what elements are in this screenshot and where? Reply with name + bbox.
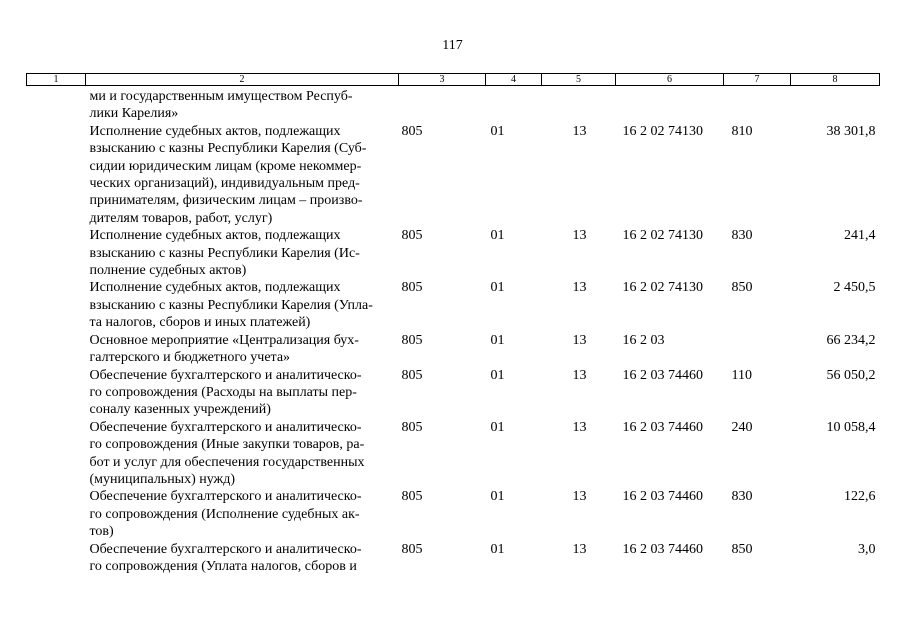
expense-name-line: Исполнение судебных актов, подлежащих — [89, 280, 341, 296]
target-article-code: 16 2 03 74460 — [622, 541, 703, 557]
budget-table — [26, 73, 880, 575]
amount-value: 10 058,4 — [826, 419, 876, 435]
page-number: 117 — [442, 38, 463, 53]
ministry-code: 805 — [401, 280, 423, 296]
expense-name-line: бот и услуг для обеспечения государственных — [89, 454, 365, 470]
subsection-code: 13 — [572, 541, 587, 557]
expense-type-code: 810 — [731, 123, 753, 139]
table-row — [27, 367, 880, 419]
amount-value: 3,0 — [858, 541, 876, 557]
row-number-cell — [27, 123, 86, 227]
subsection-code: 13 — [572, 228, 587, 244]
target-article-code: 16 2 02 74130 — [622, 228, 703, 244]
row-number-cell — [27, 332, 86, 367]
expense-type-code: 850 — [731, 280, 753, 296]
expense-type-code — [724, 332, 791, 367]
section-code: 01 — [490, 541, 505, 557]
section-code: 01 — [490, 123, 505, 139]
subsection-code: 13 — [572, 123, 587, 139]
expense-name-cell — [86, 332, 399, 367]
amount-value: 56 050,2 — [826, 367, 876, 383]
expense-name-cell — [86, 86, 399, 123]
table-row — [27, 279, 880, 331]
expense-type-code: 850 — [731, 541, 753, 557]
expense-type-code: 240 — [731, 419, 753, 435]
ministry-code: 805 — [401, 123, 423, 139]
column-number: 5 — [542, 74, 616, 86]
column-number: 3 — [399, 74, 486, 86]
subsection-code: 13 — [572, 280, 587, 296]
column-number: 2 — [86, 74, 399, 86]
expense-name-line: Исполнение судебных актов, подлежащих — [89, 123, 341, 139]
subsection-code: 13 — [572, 332, 587, 348]
row-number-cell — [27, 86, 86, 123]
section-code: 01 — [490, 228, 505, 244]
row-number-cell — [27, 227, 86, 279]
expense-name-line: соналу казенных учреждений) — [89, 402, 271, 418]
subsection-code: 13 — [572, 419, 587, 435]
expense-type-code: 110 — [731, 367, 752, 383]
target-article-code — [616, 86, 724, 123]
table-row — [27, 86, 880, 123]
expense-name-line: взысканию с казны Республики Карелия (Ис- — [89, 245, 360, 261]
expense-name-line: взысканию с казны Республики Карелия (Упла- — [89, 297, 373, 313]
amount-value: 241,4 — [844, 228, 876, 244]
table-row — [27, 227, 880, 279]
expense-name-line: Основное мероприятие «Централизация бух- — [89, 332, 359, 348]
column-number: 1 — [27, 74, 86, 86]
expense-name-line: сидии юридическим лицам (кроме некоммер- — [89, 158, 362, 174]
expense-name-line: Исполнение судебных актов, подлежащих — [89, 228, 341, 244]
table-row — [27, 332, 880, 367]
subsection-code — [542, 86, 616, 123]
row-number-cell — [27, 279, 86, 331]
expense-name-line: лики Карелия» — [89, 106, 179, 122]
expense-type-code — [724, 86, 791, 123]
target-article-code: 16 2 03 — [622, 332, 665, 348]
section-code — [486, 86, 542, 123]
row-number-cell — [27, 488, 86, 540]
amount-value: 66 234,2 — [826, 332, 876, 348]
expense-name-cell — [86, 419, 399, 489]
target-article-code: 16 2 02 74130 — [622, 123, 703, 139]
target-article-code: 16 2 03 74460 — [622, 489, 703, 505]
expense-name-cell — [86, 541, 399, 576]
section-code: 01 — [490, 489, 505, 505]
expense-name-line: дителям товаров, работ, услуг) — [89, 210, 273, 226]
subsection-code: 13 — [572, 489, 587, 505]
expense-name-cell — [86, 279, 399, 331]
expense-name-line: ческих организаций), индивидуальным пред- — [89, 176, 360, 192]
expense-name-line: (муниципальных) нужд) — [89, 471, 236, 487]
expense-name-line: принимателям, физическим лицам – произво- — [89, 193, 363, 209]
expense-name-line: тов) — [89, 524, 114, 540]
column-number: 4 — [486, 74, 542, 86]
expense-type-code: 830 — [731, 228, 753, 244]
ministry-code: 805 — [401, 419, 423, 435]
amount-value — [791, 86, 880, 123]
expense-name-line: го сопровождения (Исполнение судебных ак- — [89, 506, 360, 522]
expense-name-line: взысканию с казны Республики Карелия (Суб- — [89, 141, 367, 157]
section-code: 01 — [490, 280, 505, 296]
column-number: 8 — [791, 74, 880, 86]
ministry-code: 805 — [401, 228, 423, 244]
row-number-cell — [27, 419, 86, 489]
amount-value: 122,6 — [844, 489, 876, 505]
table-row — [27, 123, 880, 227]
expense-name-line: Обеспечение бухгалтерского и аналитическо- — [89, 419, 362, 435]
amount-value: 2 450,5 — [833, 280, 876, 296]
target-article-code: 16 2 03 74460 — [622, 367, 703, 383]
table-row — [27, 541, 880, 576]
expense-name-line: го сопровождения (Уплата налогов, сборов и — [89, 558, 357, 574]
expense-name-line: полнение судебных актов) — [89, 263, 247, 279]
expense-name-cell — [86, 123, 399, 227]
ministry-code — [399, 86, 486, 123]
expense-name-line: го сопровождения (Иные закупки товаров, ра- — [89, 437, 365, 453]
expense-name-line: Обеспечение бухгалтерского и аналитическо- — [89, 367, 362, 383]
row-number-cell — [27, 541, 86, 576]
ministry-code: 805 — [401, 489, 423, 505]
ministry-code: 805 — [401, 332, 423, 348]
ministry-code: 805 — [401, 367, 423, 383]
section-code: 01 — [490, 332, 505, 348]
target-article-code: 16 2 03 74460 — [622, 419, 703, 435]
expense-type-code: 830 — [731, 489, 753, 505]
table-row — [27, 419, 880, 489]
table-row — [27, 488, 880, 540]
expense-name-line: го сопровождения (Расходы на выплаты пер- — [89, 384, 357, 400]
column-number-row — [27, 74, 880, 86]
expense-name-cell — [86, 367, 399, 419]
row-number-cell — [27, 367, 86, 419]
column-number: 6 — [616, 74, 724, 86]
section-code: 01 — [490, 367, 505, 383]
expense-name-line: ми и государственным имуществом Респуб- — [89, 89, 353, 104]
target-article-code: 16 2 02 74130 — [622, 280, 703, 296]
expense-name-cell — [86, 488, 399, 540]
subsection-code: 13 — [572, 367, 587, 383]
ministry-code: 805 — [401, 541, 423, 557]
section-code: 01 — [490, 419, 505, 435]
expense-name-line: Обеспечение бухгалтерского и аналитическо- — [89, 541, 362, 557]
column-number: 7 — [724, 74, 791, 86]
expense-name-line: галтерского и бюджетного учета» — [89, 350, 291, 366]
expense-name-line: та налогов, сборов и иных платежей) — [89, 315, 311, 331]
expense-name-cell — [86, 227, 399, 279]
amount-value: 38 301,8 — [826, 123, 876, 139]
expense-name-line: Обеспечение бухгалтерского и аналитическо- — [89, 489, 362, 505]
